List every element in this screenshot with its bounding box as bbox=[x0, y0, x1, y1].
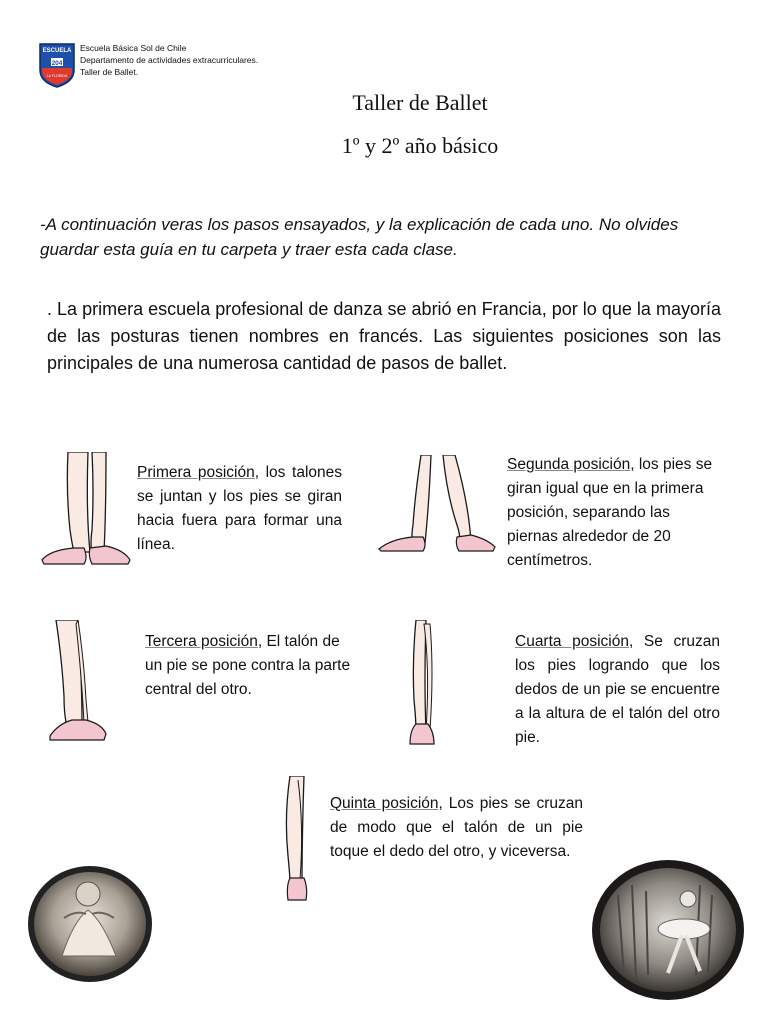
svg-text:LA FLORIDA: LA FLORIDA bbox=[46, 74, 68, 78]
third-position-text bbox=[145, 630, 355, 702]
second-position-desc: , los pies se giran igual que en la primera posición, separando las piernas alrededor de 20 centímetros. bbox=[507, 456, 713, 569]
second-position-term: Segunda posición bbox=[507, 456, 631, 473]
fifth-position-desc: , Los pies se cruzan de modo que el talón de un pie toque el dedo del otro, y viceversa. bbox=[330, 795, 584, 860]
school-name: Escuela Básica Sol de Chile bbox=[80, 43, 187, 53]
first-position-term: Primera posición bbox=[137, 464, 255, 481]
ballerina-oval-photo-right bbox=[588, 855, 748, 1005]
ballerina-oval-photo-left bbox=[24, 860, 156, 990]
third-position-image bbox=[46, 620, 110, 744]
first-position-text bbox=[137, 461, 342, 557]
second-position-text bbox=[507, 453, 722, 573]
fifth-position-term: Quinta posición bbox=[330, 795, 439, 812]
third-position-term: Tercera posición bbox=[145, 633, 258, 650]
third-position-desc: , El talón de un pie se pone contra la parte central del otro. bbox=[145, 633, 351, 698]
workshop-name: Taller de Ballet. bbox=[80, 67, 139, 77]
fifth-position-text bbox=[330, 792, 583, 864]
fourth-position-image bbox=[404, 620, 440, 750]
fifth-position-image bbox=[282, 776, 312, 906]
fourth-position-desc: , Se cruzan los pies logrando que los dedos de un pie se encuentre a la altura de el talón del otro pie. bbox=[515, 633, 720, 746]
svg-text:ESCUELA: ESCUELA bbox=[42, 48, 72, 54]
first-position-image bbox=[40, 452, 132, 568]
page-title: Taller de Ballet bbox=[352, 90, 488, 115]
school-logo bbox=[37, 40, 77, 88]
intro-text: -A continuación veras los pasos ensayados, y la explicación de cada uno. No olvides guardar esta guía en tu carpeta y traer esta cada clase. bbox=[40, 215, 679, 259]
second-position-image bbox=[377, 455, 497, 555]
department-name: Departamento de actividades extracurriculares. bbox=[80, 55, 259, 65]
header-text bbox=[80, 42, 258, 78]
first-position-desc: , los talones se juntan y los pies se giran hacia fuera para formar una línea. bbox=[137, 464, 342, 553]
svg-text:204: 204 bbox=[51, 60, 63, 67]
page-subtitle: 1º y 2º año básico bbox=[341, 133, 499, 158]
intro-paragraph: . La primera escuela profesional de danza se abrió en Francia, por lo que la mayoría de las posturas tienen nombres en francés. Las siguientes posiciones son las principales de una numerosa cantidad de pasos de ballet. bbox=[47, 299, 721, 373]
fourth-position-term: Cuarta posición bbox=[515, 633, 629, 650]
fourth-position-text bbox=[515, 630, 720, 750]
